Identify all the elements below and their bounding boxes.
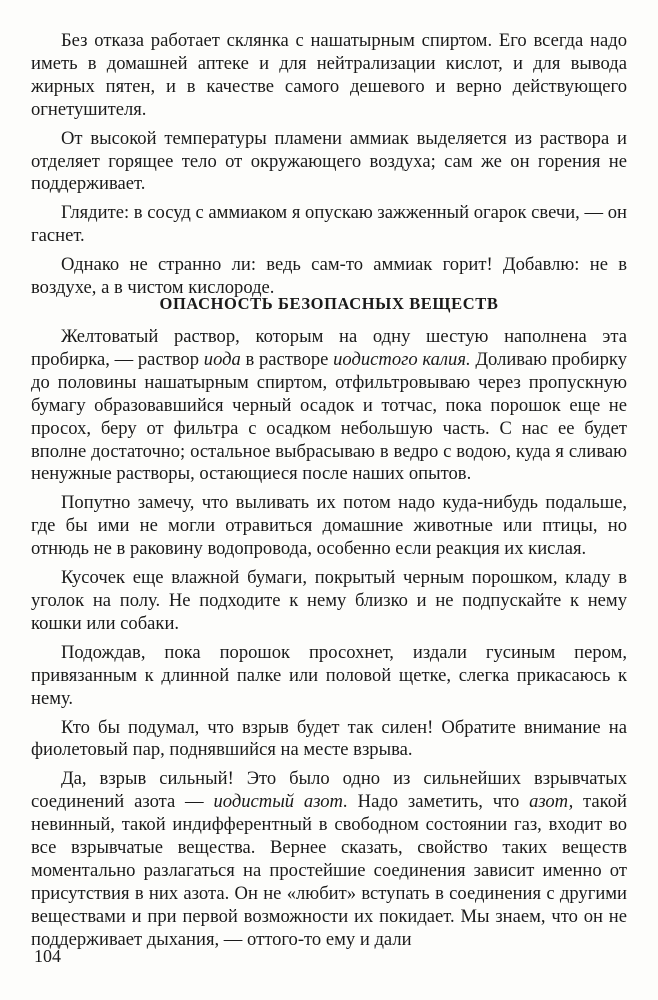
text-run: такой невинный, такой индифферентный в свободном состоянии газ, входит во все взрывчатые вещества. Вернее сказать, свойство таких веществ моментально разлагаться на простейшие соединения зависит именно от присутствия в них азота. Он не «любит» вступать в соединения с другими веществами и при первой возможности их покидает. Мы знаем, что он не поддерживает дыхания, — оттого-то ему и дали <box>31 791 628 950</box>
paragraph: От высокой температуры пламени аммиак выделяется из раствора и отделяет горящее тело от окружающего воздуха; сам же он горения не поддерживает. <box>31 127 627 195</box>
paragraph <box>31 326 627 486</box>
italic-term: иодистого калия. <box>333 348 471 370</box>
text-run: Доливаю пробирку до половины нашатырным спиртом, отфильтровываю через пропускную бумагу образовавшийся черный осадок и тотчас, пока порошок еще не просох, беру от фильтра с осадком небольшую часть. С нас ее будет вполне достаточно; остальное выбрасываю в ведро с водою, куда я сливаю ненужные растворы, остающиеся после наших опытов. <box>31 348 627 485</box>
paragraph: Кусочек еще влажной бумаги, покрытый черным порошком, кладу в уголок на полу. Не подходите к нему близко и не подпускайте к нему кошки или собаки. <box>31 567 627 634</box>
paragraph: Глядите: в сосуд с аммиаком я опускаю зажженный огарок свечи, — он гаснет. <box>31 202 627 247</box>
intro-text-block <box>31 30 627 300</box>
italic-term: иода <box>203 348 241 370</box>
paragraph <box>31 768 627 951</box>
text-run: Да, взрыв сильный! Это было одно из сильнейших взрывчатых соединений азота — <box>31 768 627 813</box>
paragraph: Без отказа работает склянка с нашатырным спиртом. Его всегда надо иметь в домашней аптеке и для нейтрализации кислот, и для вывода жирных пятен, и в качестве самого дешевого и верно действующего огнетушителя. <box>31 30 627 120</box>
paragraph: Подождав, пока порошок просохнет, издали гусиным пером, привязанным к длинной палке или половой щетке, слегка прикасаюсь к нему. <box>31 641 627 709</box>
paragraph: Попутно замечу, что выливать их потом надо куда-нибудь подальше, где бы ими не могли отравиться домашние животные или птицы, но отнюдь не в раковину водопровода, особенно если реакция их кислая. <box>31 492 627 560</box>
section-text-block <box>31 326 627 952</box>
paragraph: Кто бы подумал, что взрыв будет так силен! Обратите внимание на фиолетовый пар, поднявшийся на месте взрыва. <box>31 716 627 761</box>
paragraph: Однако не странно ли: ведь сам-то аммиак горит! Добавлю: не в воздухе, а в чистом кислороде. <box>31 254 627 299</box>
page-number: 104 <box>34 946 61 966</box>
text-run: в растворе <box>240 348 334 370</box>
section-heading: ОПАСНОСТЬ БЕЗОПАСНЫХ ВЕЩЕСТВ <box>159 294 499 313</box>
text-run: Желтоватый раствор, которым на одну шестую наполнена эта пробирка, — раствор <box>31 326 627 370</box>
text-run: Надо заметить, что <box>347 791 530 813</box>
italic-term: иодистый азот. <box>213 791 348 813</box>
italic-term: азот, <box>529 791 574 813</box>
